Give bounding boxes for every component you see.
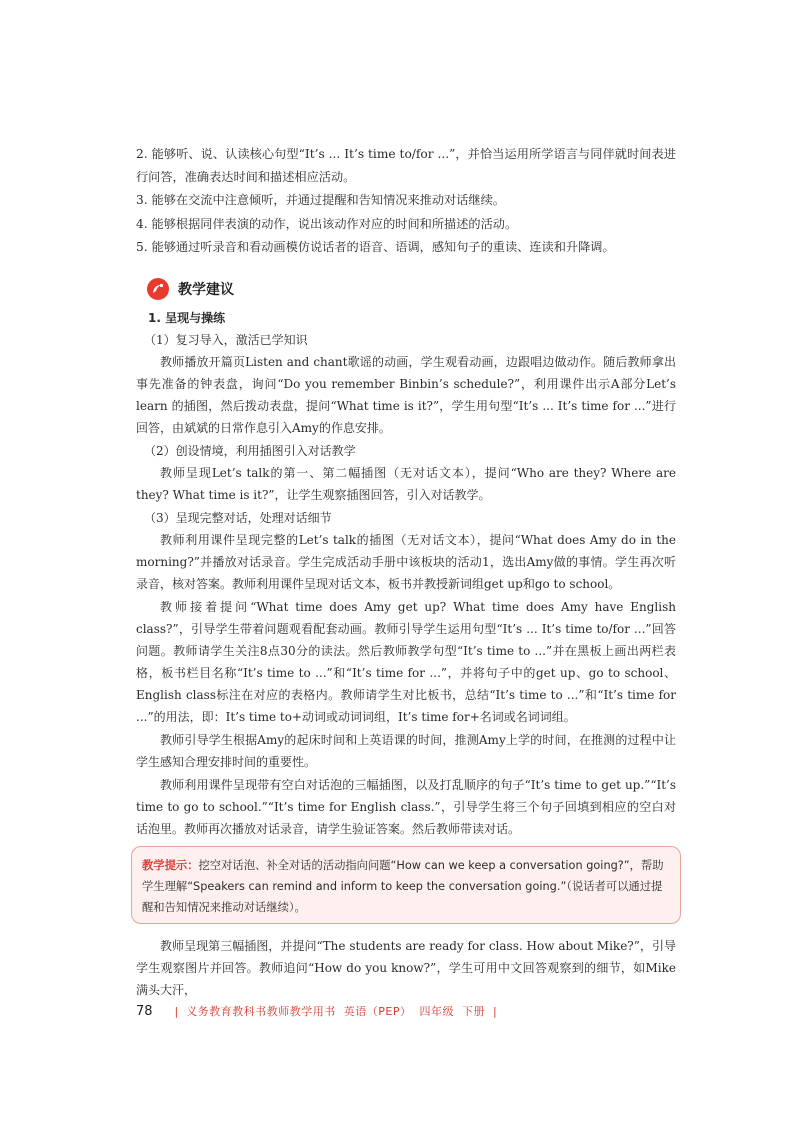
volume-label: 下册	[461, 1005, 485, 1018]
paragraph: 教师呈现第三幅插图，并提问“The students are ready for class. How about Mike?”，引导学生观察图片并回答。教师追问“How do you know?”，学生可用中文回答观察到的细节，如Mike满头大汗，	[136, 939, 676, 997]
objective-item: 5. 能够通过听录音和看动画模仿说话者的语音、语调，感知句子的重读、连读和升降调。	[136, 240, 615, 254]
subsection-title: 1. 呈现与操练	[148, 311, 226, 325]
section-content	[136, 307, 676, 841]
grade-label: 四年级	[419, 1005, 454, 1018]
teaching-tip-box	[131, 846, 681, 924]
step-heading: （2）创设情境，利用插图引入对话教学	[144, 444, 356, 458]
paragraph: 教师利用课件呈现完整的Let’s talk的插图（无对话文本），提问“What does Amy do in the morning?”并播放对话录音。学生完成活动手册中该板块的活动1，选出Amy做的事情。学生再次听录音，核对答案。教师利用课件呈现对话文本，板书并教授新词组get up和go to school。	[136, 533, 676, 591]
page-footer	[136, 1003, 505, 1019]
tip-label: 教学提示：	[142, 859, 199, 872]
step-heading: （3）呈现完整对话，处理对话细节	[144, 511, 332, 525]
paragraph: 教师接着提问“What time does Amy get up? What time does Amy have English class?”，引导学生带着问题观看配套动画。教师引导学生运用句型“It’s ... It’s time to/for ...”回答问题。教师请学生关注8点30分的读法。然后教师教学句型“It’s time to ...”并在黑板上画出两栏表格，板书栏目名称“It’s time to ...”和“It’s time for ...”，并将句子中的get up、go to school、English class标注在对应的表格内。教师请学生对比板书，总结“It’s time to ...”和“It’s time for ...”的用法，即：It’s time to+动词或动词词组，It’s time for+名词或名词词组。	[136, 600, 676, 724]
paragraph: 教师利用课件呈现带有空白对话泡的三幅插图，以及打乱顺序的句子“It’s time to get up.”“It’s time to go to school.”“It’s time for English class.”，引导学生将三个句子回填到相应的空白对话泡里。教师再次播放对话录音，请学生验证答案。然后教师带读对话。	[136, 778, 676, 836]
teaching-advice-icon	[147, 278, 169, 300]
objective-item: 4. 能够根据同伴表演的动作，说出该动作对应的时间和所描述的活动。	[136, 216, 518, 231]
objectives-list	[136, 143, 676, 260]
objective-item: 2. 能够听、说、认读核心句型“It’s ... It’s time to/for ...”，并恰当运用所学语言与同伴就时间表进行问答，准确表达时间和描述相应活动。	[136, 147, 676, 184]
after-tip-content	[136, 935, 676, 1002]
paragraph: 教师播放开篇页Listen and chant歌谣的动画，学生观看动画，边跟唱边做动作。随后教师拿出事先准备的钟表盘，询问“Do you remember Binbin’s schedule?”，利用课件出示A部分Let’s learn 的插图，然后拨动表盘，提问“What time is it?”，学生用句型“It’s ... It’s time for ...”进行回答，由斌斌的日常作息引入Amy的作息安排。	[136, 355, 676, 435]
section-title: 教学建议	[178, 282, 234, 298]
tip-text: 挖空对话泡、补全对话的活动指向问题“How can we keep a conversation going?”，帮助学生理解“Speakers can remind and inform to keep the conversation going.”（说话者可以通过提醒和告知情况来推动对话继续）。	[142, 859, 664, 914]
footer-divider: |	[492, 1004, 497, 1018]
book-title: 义务教育教科书教师教学用书	[186, 1005, 336, 1018]
footer-divider: |	[174, 1004, 179, 1018]
paragraph: 教师引导学生根据Amy的起床时间和上英语课的时间，推测Amy上学的时间，在推测的过程中让学生感知合理安排时间的重要性。	[136, 733, 676, 769]
objective-item: 3. 能够在交流中注意倾听，并通过提醒和告知情况来推动对话继续。	[136, 193, 505, 207]
step-heading: （1）复习导入，激活已学知识	[144, 333, 308, 347]
page-number: 78	[136, 1003, 153, 1019]
subject-label: 英语（PEP）	[343, 1005, 412, 1018]
section-header	[147, 278, 234, 300]
paragraph: 教师呈现Let’s talk的第一、第二幅插图（无对话文本），提问“Who are they? Where are they? What time is it?”，让学生观察插图回答，引入对话教学。	[136, 466, 676, 502]
